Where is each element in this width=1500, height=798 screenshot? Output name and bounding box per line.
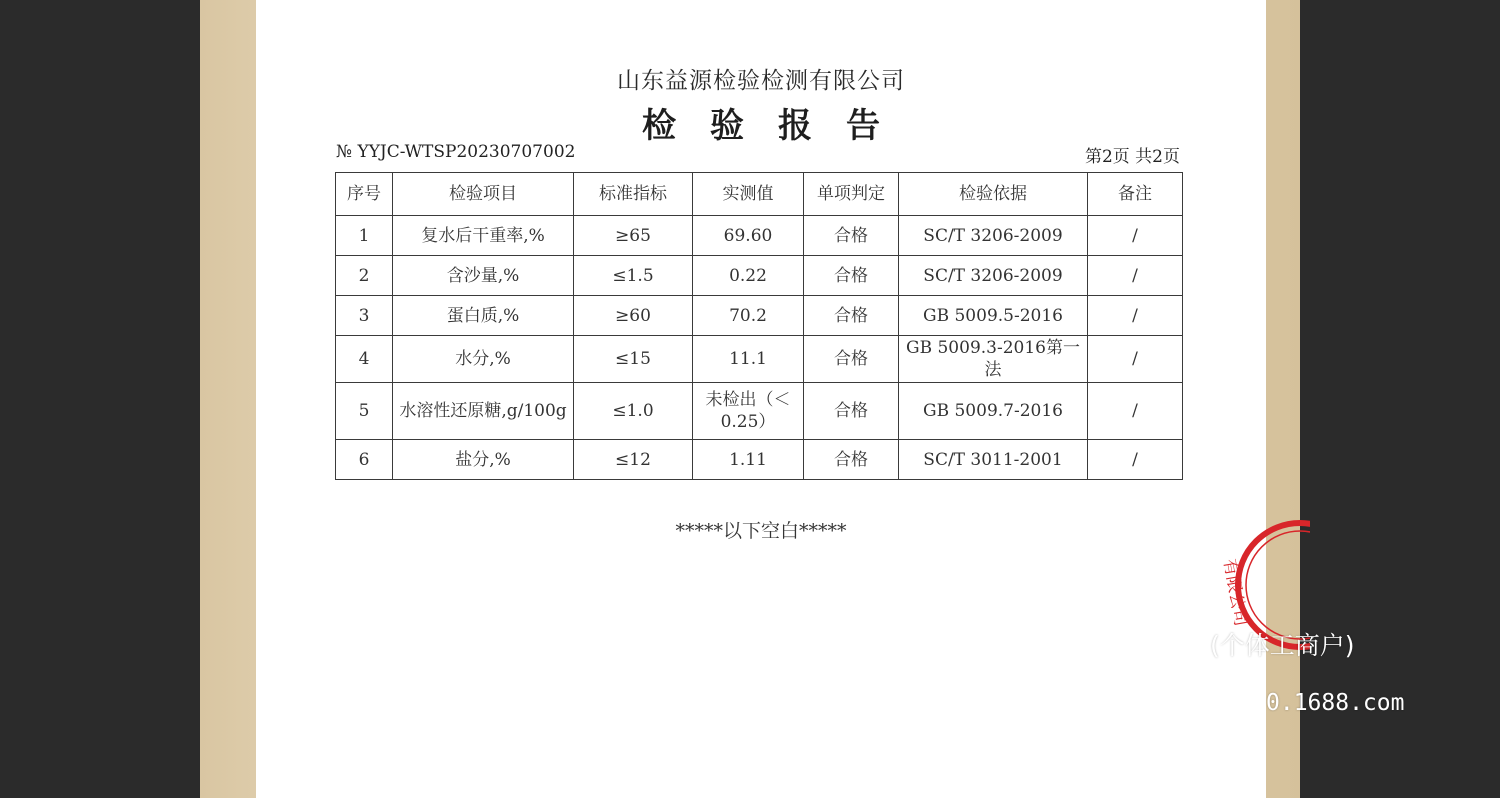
cell-item: 水溶性还原糖,g/100g bbox=[393, 383, 574, 440]
cell-standard: ≥65 bbox=[574, 216, 693, 256]
blank-below-note: *****以下空白***** bbox=[675, 520, 847, 542]
header-item: 检验项目 bbox=[393, 173, 574, 216]
report-paper bbox=[256, 0, 1266, 798]
cell-index: 3 bbox=[336, 296, 393, 336]
cell-remark: / bbox=[1088, 256, 1183, 296]
table-row bbox=[336, 383, 1183, 440]
cell-index: 6 bbox=[336, 440, 393, 480]
cell-standard: ≤1.0 bbox=[574, 383, 693, 440]
cell-basis: SC/T 3206-2009 bbox=[899, 256, 1088, 296]
header-judgement: 单项判定 bbox=[804, 173, 899, 216]
cell-basis: GB 5009.3-2016第一法 bbox=[899, 336, 1088, 383]
cell-standard: ≤12 bbox=[574, 440, 693, 480]
background-left bbox=[0, 0, 200, 798]
cell-index: 1 bbox=[336, 216, 393, 256]
cell-item: 含沙量,% bbox=[393, 256, 574, 296]
table-header-row bbox=[336, 173, 1183, 216]
cell-judgement: 合格 bbox=[804, 216, 899, 256]
cell-remark: / bbox=[1088, 383, 1183, 440]
cell-judgement: 合格 bbox=[804, 383, 899, 440]
cell-judgement: 合格 bbox=[804, 256, 899, 296]
header-measured: 实测值 bbox=[693, 173, 804, 216]
header-standard: 标准指标 bbox=[574, 173, 693, 216]
header-basis: 检验依据 bbox=[899, 173, 1088, 216]
cell-item: 水分,% bbox=[393, 336, 574, 383]
header-index: 序号 bbox=[336, 173, 393, 216]
report-title: 检验报告 bbox=[642, 106, 914, 146]
cell-index: 2 bbox=[336, 256, 393, 296]
cell-measured: 70.2 bbox=[693, 296, 804, 336]
page-info: 第2页 共2页 bbox=[1084, 147, 1180, 167]
inspection-table bbox=[335, 172, 1183, 480]
cell-remark: / bbox=[1088, 440, 1183, 480]
cell-basis: SC/T 3011-2001 bbox=[899, 440, 1088, 480]
table-row bbox=[336, 256, 1183, 296]
header-remark: 备注 bbox=[1088, 173, 1183, 216]
company-name: 山东益源检验检测有限公司 bbox=[617, 68, 905, 94]
background-right bbox=[1300, 0, 1500, 798]
cell-remark: / bbox=[1088, 296, 1183, 336]
table-row bbox=[336, 336, 1183, 383]
cell-item: 蛋白质,% bbox=[393, 296, 574, 336]
table-row bbox=[336, 440, 1183, 480]
cell-remark: / bbox=[1088, 336, 1183, 383]
cell-measured: 69.60 bbox=[693, 216, 804, 256]
report-number: № YYJC-WTSP20230707002 bbox=[336, 142, 576, 162]
cell-measured: 11.1 bbox=[693, 336, 804, 383]
cell-measured: 0.22 bbox=[693, 256, 804, 296]
cell-basis: GB 5009.7-2016 bbox=[899, 383, 1088, 440]
table-row bbox=[336, 296, 1183, 336]
table-row bbox=[336, 216, 1183, 256]
cell-judgement: 合格 bbox=[804, 296, 899, 336]
cell-measured: 1.11 bbox=[693, 440, 804, 480]
cell-index: 4 bbox=[336, 336, 393, 383]
svg-text:有限公司: 有限公司 bbox=[1219, 557, 1251, 628]
cell-basis: GB 5009.5-2016 bbox=[899, 296, 1088, 336]
cell-basis: SC/T 3206-2009 bbox=[899, 216, 1088, 256]
watermark-line-1: (个体工商户) bbox=[1210, 631, 1355, 660]
cell-standard: ≤15 bbox=[574, 336, 693, 383]
cell-item: 盐分,% bbox=[393, 440, 574, 480]
cell-measured: 未检出（＜0.25） bbox=[693, 383, 804, 440]
cell-judgement: 合格 bbox=[804, 440, 899, 480]
watermark-line-2: 0.1688.com bbox=[1266, 690, 1405, 716]
cell-index: 5 bbox=[336, 383, 393, 440]
cell-standard: ≥60 bbox=[574, 296, 693, 336]
cell-remark: / bbox=[1088, 216, 1183, 256]
cell-standard: ≤1.5 bbox=[574, 256, 693, 296]
cell-judgement: 合格 bbox=[804, 336, 899, 383]
cell-item: 复水后干重率,% bbox=[393, 216, 574, 256]
